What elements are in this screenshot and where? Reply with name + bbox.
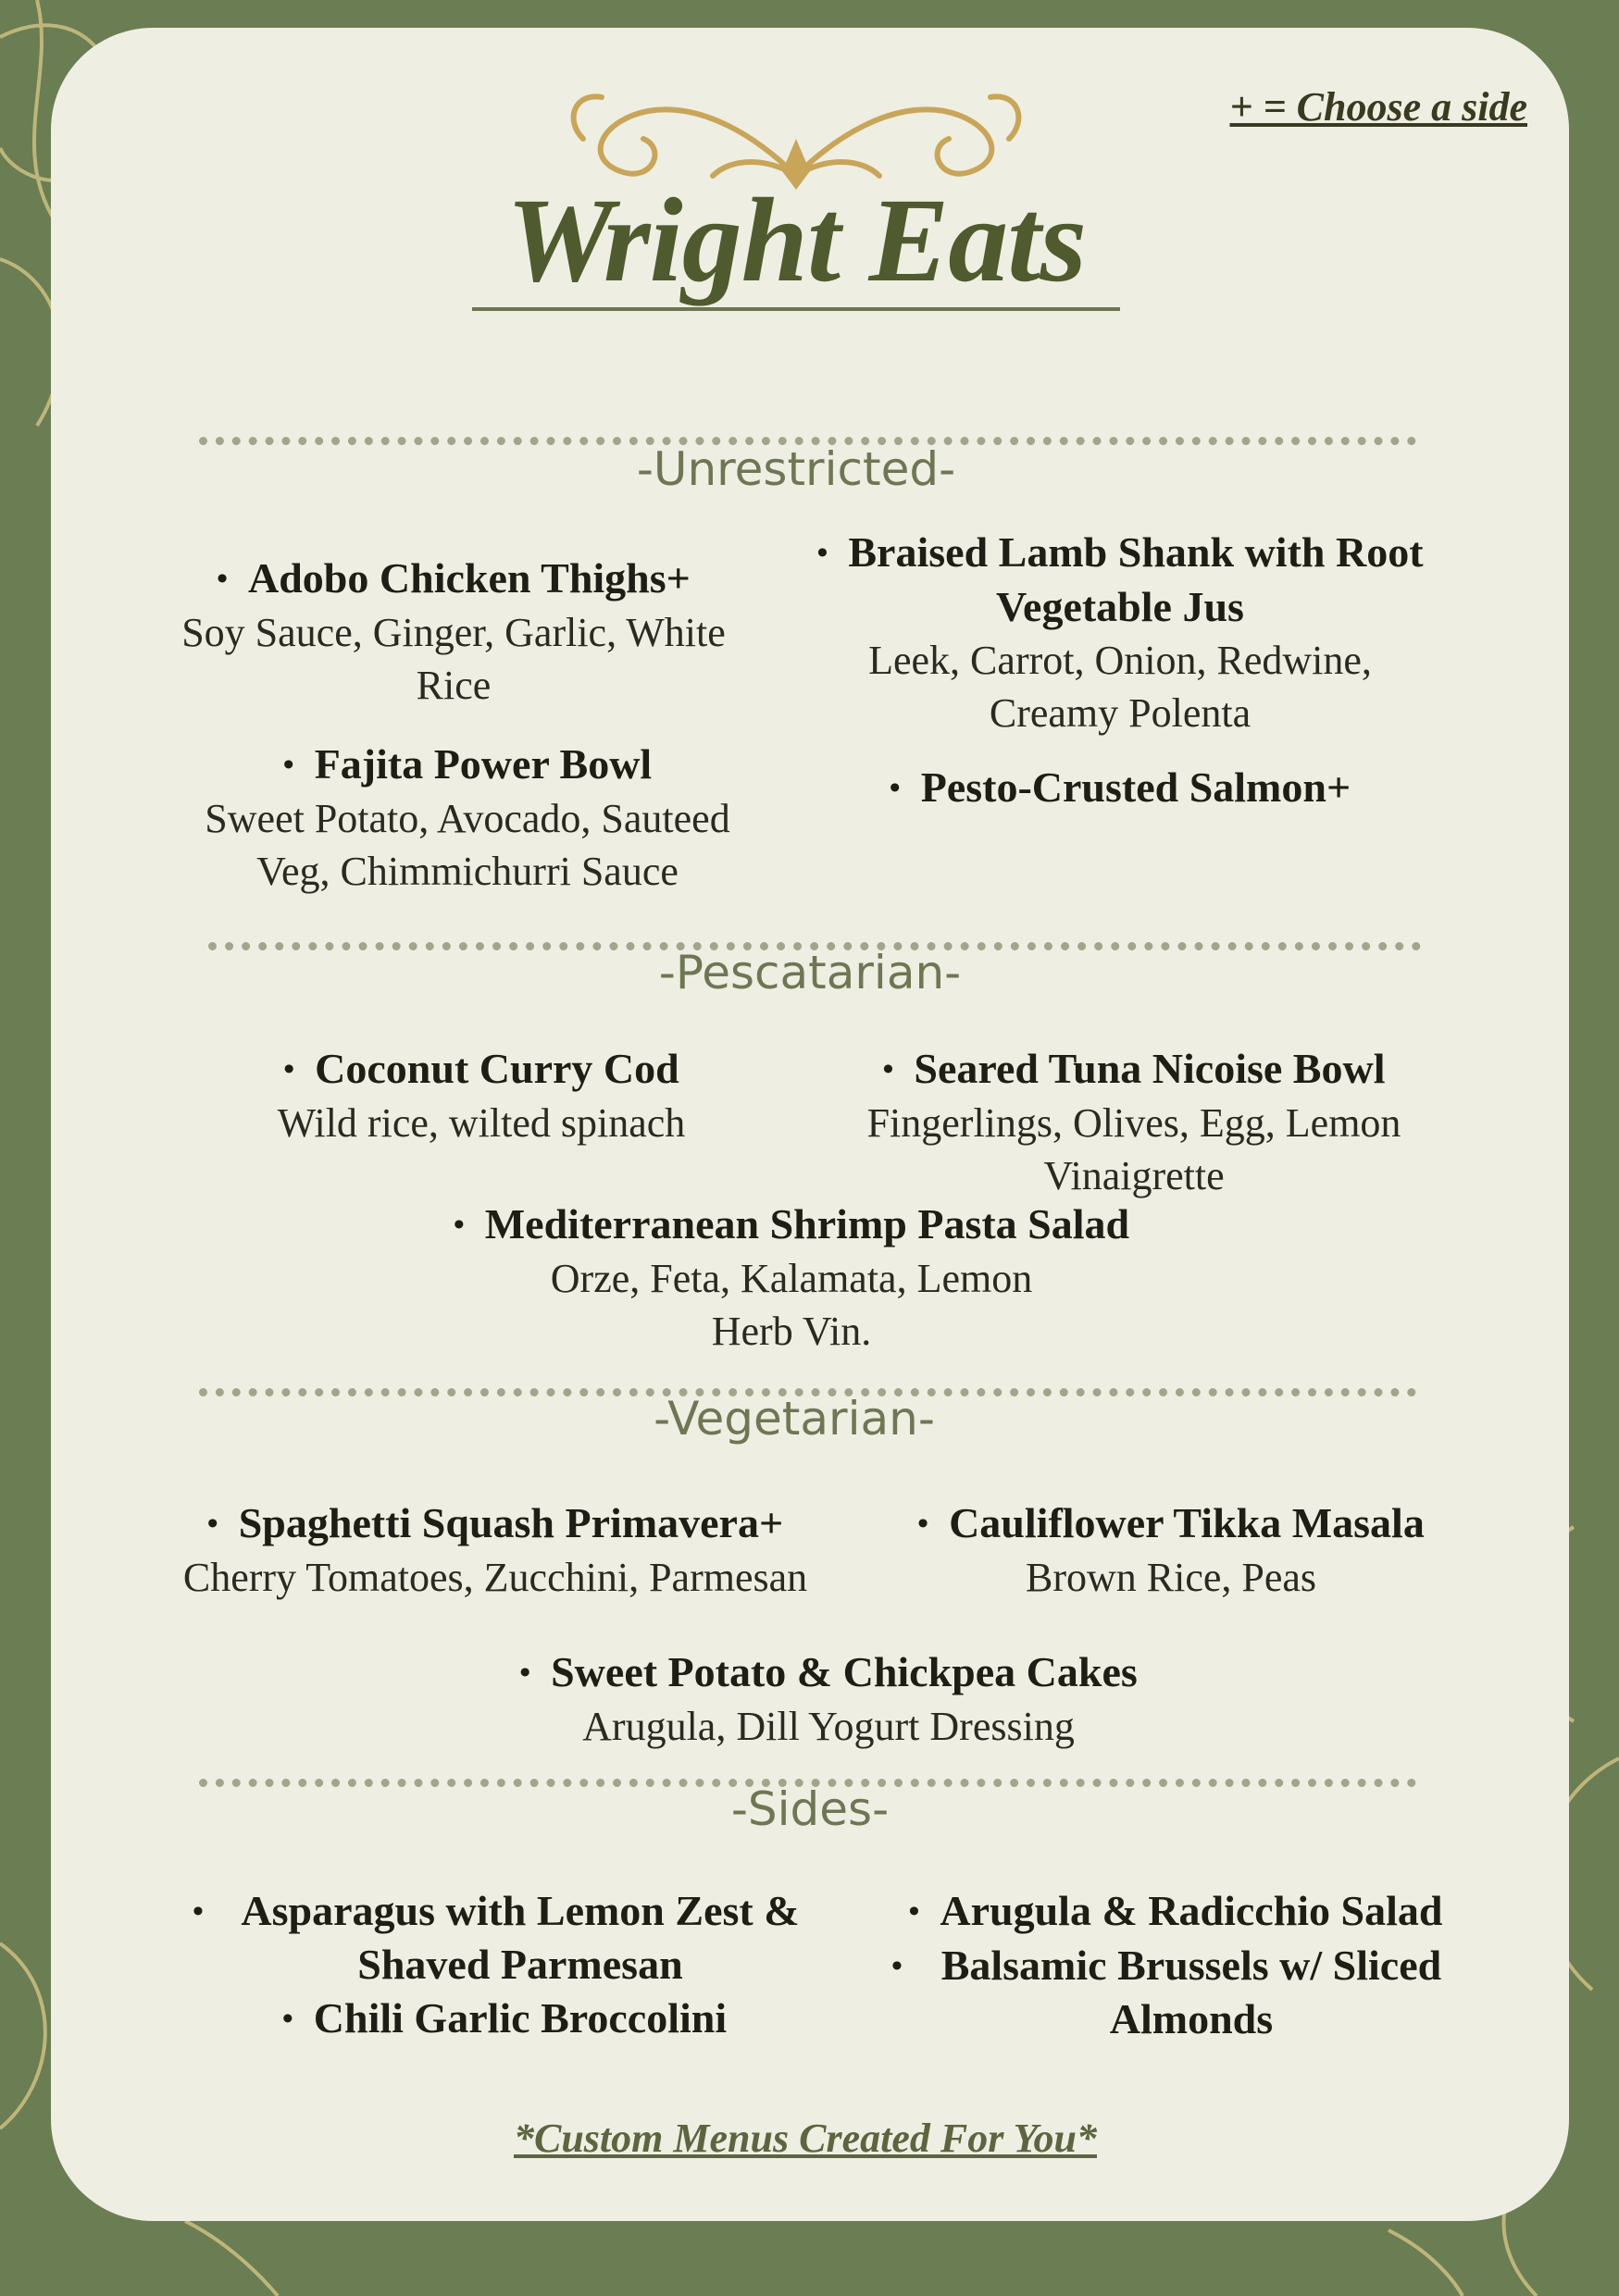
menu-item — [805, 526, 1435, 739]
menu-item — [805, 761, 1435, 815]
menu-item — [861, 1884, 1490, 2046]
item-description: Soy Sauce, Ginger, Garlic, White Rice — [181, 610, 726, 708]
item-name: Seared Tuna Nicoise Bowl — [914, 1045, 1386, 1092]
item-description: Wild rice, wilted spinach — [277, 1100, 686, 1146]
item-name: Arugula & Radicchio Salad — [940, 1887, 1443, 1934]
bullet-icon: • — [891, 1949, 903, 1983]
menu-item — [157, 1496, 833, 1604]
item-description: Brown Rice, Peas — [1025, 1555, 1317, 1600]
item-name: Adobo Chicken Thighs+ — [248, 554, 691, 602]
bullet-icon: • — [917, 1507, 929, 1541]
item-description: Sweet Potato, Avocado, Sauteed Veg, Chimmichurri Sauce — [205, 796, 730, 894]
menu-item — [176, 738, 759, 898]
menu-item — [833, 1042, 1435, 1202]
item-name: Pesto-Crusted Salmon+ — [920, 763, 1351, 811]
item-name: Fajita Power Bowl — [314, 740, 653, 788]
bullet-icon: • — [283, 1052, 295, 1086]
menu-item — [157, 552, 750, 712]
footer-tagline: *Custom Menus Created For You* — [513, 2116, 1097, 2161]
item-name: Balsamic Brussels w/ Sliced Almonds — [940, 1942, 1442, 2042]
menu-item — [204, 1042, 759, 1149]
bullet-icon: • — [282, 748, 294, 782]
item-description: Leek, Carrot, Onion, Redwine, Creamy Polenta — [868, 638, 1372, 736]
menu-item — [491, 1645, 1166, 1753]
item-name: Braised Lamb Shank with Root Vegetable Jus — [848, 528, 1424, 630]
item-description: Fingerlings, Olives, Egg, Lemon Vinaigrette — [866, 1100, 1401, 1198]
bullet-icon: • — [193, 1894, 204, 1929]
bullet-icon: • — [882, 1052, 894, 1086]
item-name: Spaghetti Squash Primavera+ — [238, 1499, 784, 1546]
bullet-icon: • — [908, 1894, 920, 1929]
bullet-icon: • — [206, 1507, 218, 1541]
bullet-icon: • — [519, 1656, 531, 1690]
section-heading-pescatarian: -Pescatarian- — [658, 946, 962, 999]
bullet-icon: • — [281, 2002, 293, 2036]
bullet-icon: • — [816, 536, 828, 570]
section-heading-unrestricted: -Unrestricted- — [636, 442, 956, 496]
menu-item — [444, 1198, 1139, 1358]
menu-item — [879, 1496, 1463, 1604]
menu-item — [167, 1884, 842, 2046]
bullet-icon: • — [217, 562, 228, 596]
item-name: Coconut Curry Cod — [315, 1045, 679, 1092]
title-underline — [472, 307, 1120, 311]
bullet-icon: • — [889, 771, 901, 805]
page-title: Wright Eats — [506, 174, 1086, 307]
item-name: Asparagus with Lemon Zest & Shaved Parmesan — [241, 1887, 800, 1988]
bullet-icon: • — [453, 1208, 465, 1242]
section-heading-sides: -Sides- — [730, 1782, 890, 1836]
item-name: Mediterranean Shrimp Pasta Salad — [484, 1200, 1130, 1247]
item-name: Sweet Potato & Chickpea Cakes — [551, 1648, 1138, 1695]
item-description: Arugula, Dill Yogurt Dressing — [582, 1704, 1075, 1749]
section-heading-vegetarian: -Vegetarian- — [654, 1392, 935, 1446]
item-name: Cauliflower Tikka Masala — [949, 1499, 1425, 1546]
item-name: Chili Garlic Broccolini — [313, 1994, 728, 2042]
item-description: Orze, Feta, Kalamata, Lemon Herb Vin. — [550, 1256, 1033, 1354]
choose-side-legend: + = Choose a side — [1229, 84, 1527, 130]
item-description: Cherry Tomatoes, Zucchini, Parmesan — [182, 1555, 808, 1600]
